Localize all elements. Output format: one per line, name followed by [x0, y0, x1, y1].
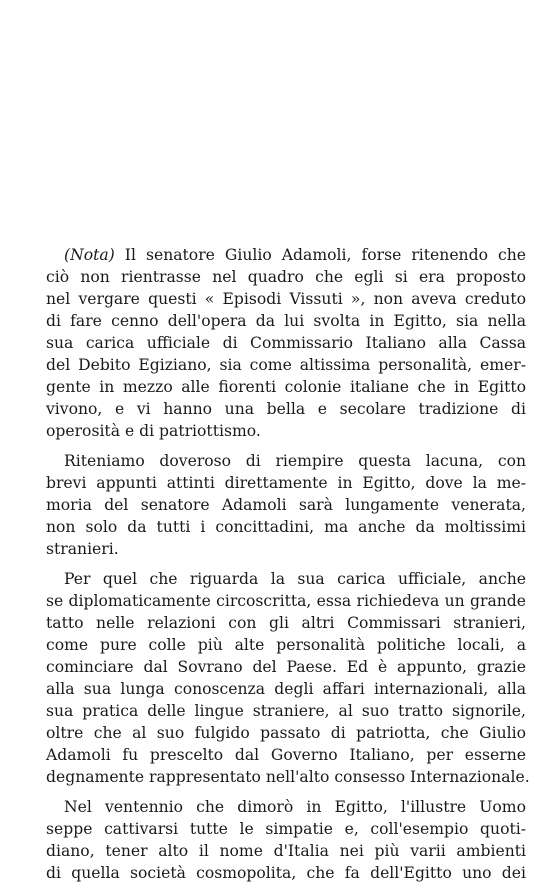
text-line: Riteniamo doveroso di riempire questa lacuna, con [64, 452, 526, 470]
text-line: degnamente rappresentato nell'alto consesso Internazionale. [46, 768, 530, 786]
paragraph-gap [46, 442, 526, 450]
paragraph-gap [46, 788, 526, 796]
paragraph [46, 796, 526, 884]
body-text [46, 244, 530, 884]
text-line: cominciare dal Sovrano del Paese. Ed è appunto, grazie [46, 658, 526, 676]
text-line: (Nota) Il senatore Giulio Adamoli, forse ritenendo che [64, 246, 526, 264]
text-line: moria del senatore Adamoli sarà lungamente venerata, [46, 496, 526, 514]
text-line: Nel ventennio che dimorò in Egitto, l'illustre Uomo [64, 798, 526, 816]
text-line: gente in mezzo alle fiorenti colonie italiane che in Egitto [46, 378, 526, 396]
paragraph [46, 450, 526, 560]
text-line: nel vergare questi « Episodi Vissuti », non aveva creduto [46, 290, 526, 308]
text-line: come pure colle più alte personalità politiche locali, a [46, 636, 526, 654]
paragraph-gap [46, 560, 526, 568]
paragraph [46, 244, 526, 442]
text-line: operosità e di patriottismo. [46, 422, 261, 440]
text-line: vivono, e vi hanno una bella e secolare tradizione di [46, 400, 526, 418]
text-line: ciò non rientrasse nel quadro che egli si era proposto [46, 268, 526, 286]
text-line: tatto nelle relazioni con gli altri Commissari stranieri, [46, 614, 526, 632]
text-line: Adamoli fu prescelto dal Governo Italiano, per esserne [46, 746, 526, 764]
text-line: del Debito Egiziano, sia come altissima personalità, emer- [46, 356, 526, 374]
text-line: seppe cattivarsi tutte le simpatie e, coll'esempio quoti- [46, 820, 526, 838]
paragraph [46, 568, 530, 788]
text-line: sua pratica delle lingue straniere, al suo tratto signorile, [46, 702, 526, 720]
text-line: stranieri. [46, 540, 119, 558]
text-line: diano, tener alto il nome d'Italia nei più varii ambienti [46, 842, 526, 860]
text-line: non solo da tutti i concittadini, ma anche da moltissimi [46, 518, 526, 536]
text-line: di fare cenno dell'opera da lui svolta in Egitto, sia nella [46, 312, 526, 330]
text-line: sua carica ufficiale di Commissario Italiano alla Cassa [46, 334, 526, 352]
text-line: se diplomaticamente circoscritta, essa richiedeva un grande [46, 592, 526, 610]
nota-label: (Nota) [64, 246, 115, 264]
text-line: Per quel che riguarda la sua carica ufficiale, anche [64, 570, 526, 588]
text-line: oltre che al suo fulgido passato di patriotta, che Giulio [46, 724, 526, 742]
text-line: alla sua lunga conoscenza degli affari internazionali, alla [46, 680, 526, 698]
text-line: di quella società cosmopolita, che fa dell'Egitto uno dei [46, 864, 526, 882]
text-line: brevi appunti attinti direttamente in Egitto, dove la me- [46, 474, 526, 492]
